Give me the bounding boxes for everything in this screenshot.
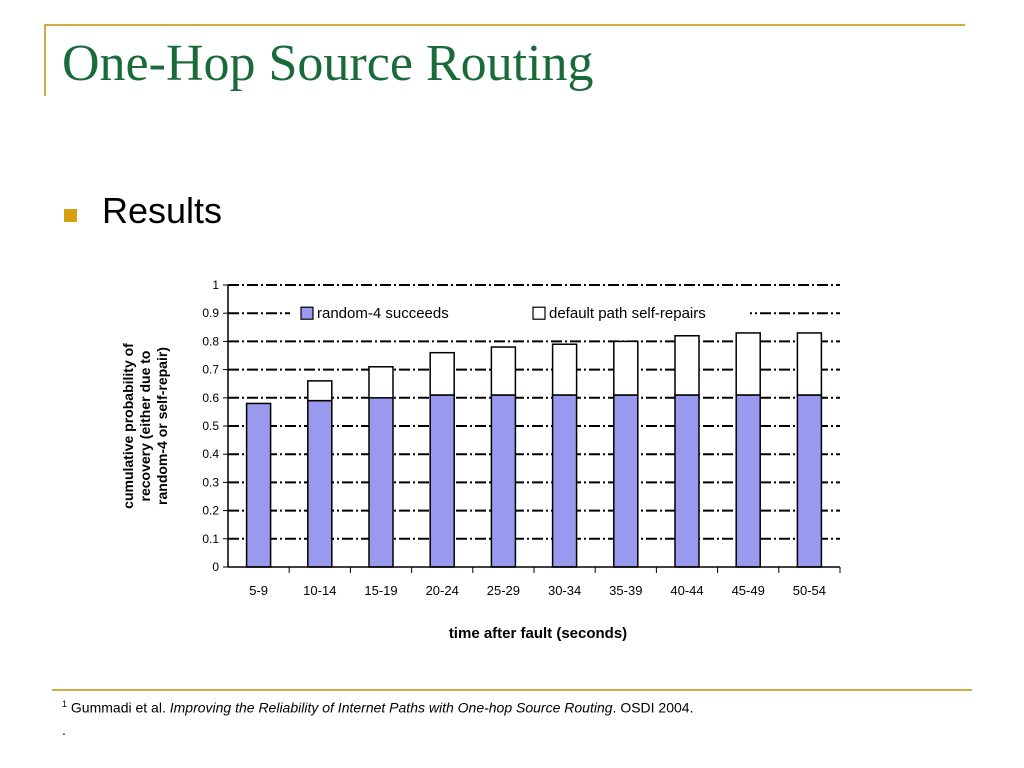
x-tick-label: 35-39 xyxy=(609,583,643,598)
y-tick-label: 0 xyxy=(212,560,219,574)
bar-self-repair xyxy=(430,353,454,395)
bullet-text: Results xyxy=(102,190,223,231)
bar-self-repair xyxy=(797,333,821,395)
x-tick-label: 50-54 xyxy=(792,583,827,598)
bar-random-4 xyxy=(491,395,515,567)
bar-self-repair xyxy=(308,381,332,401)
chart-y-ticks xyxy=(202,278,219,574)
x-tick-label: 20-24 xyxy=(425,583,459,598)
bar-random-4 xyxy=(675,395,699,567)
footnote-venue: OSDI 2004. xyxy=(620,699,694,716)
x-tick-label: 40-44 xyxy=(670,583,704,598)
footnote-rule xyxy=(52,689,972,691)
bar-random-4 xyxy=(308,401,332,567)
bar-random-4 xyxy=(797,395,821,567)
y-axis-label-line: cumulative probability of xyxy=(120,343,136,509)
x-tick-label: 10-14 xyxy=(303,583,337,598)
x-tick-label: 30-34 xyxy=(547,583,582,598)
bar-self-repair xyxy=(614,341,638,395)
bar-self-repair xyxy=(675,336,699,395)
bar-random-4 xyxy=(369,398,393,567)
y-tick-label: 0.3 xyxy=(202,475,219,490)
y-tick-label: 0.9 xyxy=(202,306,219,321)
bar-random-4 xyxy=(553,395,577,567)
chart-bars xyxy=(247,333,822,567)
y-tick-label: 0.2 xyxy=(202,503,219,518)
footnote: $^1$ Gummadi et al. Improving the Reliability of Internet Paths with One-hop Source Routing. OSDI 2004. xyxy=(62,699,694,716)
x-tick-label: 5-9 xyxy=(249,583,268,598)
bar-self-repair xyxy=(369,367,393,398)
bar-self-repair xyxy=(736,333,760,395)
x-tick-label: 45-49 xyxy=(731,583,765,598)
title-frame-top-rule xyxy=(44,24,965,26)
x-axis-label: time after fault (seconds) xyxy=(448,625,628,642)
x-tick-label: 15-19 xyxy=(364,583,398,598)
y-tick-label: 0.6 xyxy=(202,390,219,405)
footnote-marker: 1 xyxy=(62,699,68,709)
slide-title: One-Hop Source Routing xyxy=(62,35,594,92)
legend-self-repair-swatch xyxy=(533,307,545,319)
bar-random-4 xyxy=(247,403,271,567)
legend-random-4-label: random-4 succeeds xyxy=(317,305,449,323)
legend-self-repair-label: default path self-repairs xyxy=(549,305,706,323)
y-tick-label: 0.8 xyxy=(202,334,219,349)
y-tick-label: 0.4 xyxy=(202,447,219,462)
footnote-extra: . xyxy=(62,722,66,738)
bar-self-repair xyxy=(491,347,515,395)
bar-random-4 xyxy=(430,395,454,567)
x-tick-label: 25-29 xyxy=(486,583,521,598)
footnote-authors: Gummadi et al. xyxy=(70,699,166,716)
y-axis-label-line: random-4 or self-repair) xyxy=(154,347,170,505)
chart-legend xyxy=(290,300,750,324)
footnote-paper-title: Improving the Reliability of Internet Paths with One-hop Source Routing xyxy=(169,699,613,716)
y-axis-label xyxy=(120,343,170,509)
y-axis-label-group xyxy=(120,343,170,509)
bullet-square-icon xyxy=(64,209,77,222)
y-axis-label-line: recovery (either due to xyxy=(137,350,153,502)
y-tick-label: 1 xyxy=(212,278,219,292)
y-tick-label: 0.7 xyxy=(202,362,219,377)
bar-random-4 xyxy=(614,395,638,567)
bar-random-4 xyxy=(736,395,760,567)
chart-x-ticks xyxy=(249,583,826,598)
title-frame-left-rule xyxy=(44,24,46,96)
y-tick-label: 0.1 xyxy=(202,531,219,546)
bar-self-repair xyxy=(553,344,577,395)
y-tick-label: 0.5 xyxy=(202,419,219,433)
legend-random-4-swatch xyxy=(301,307,313,319)
recovery-chart xyxy=(120,258,860,648)
